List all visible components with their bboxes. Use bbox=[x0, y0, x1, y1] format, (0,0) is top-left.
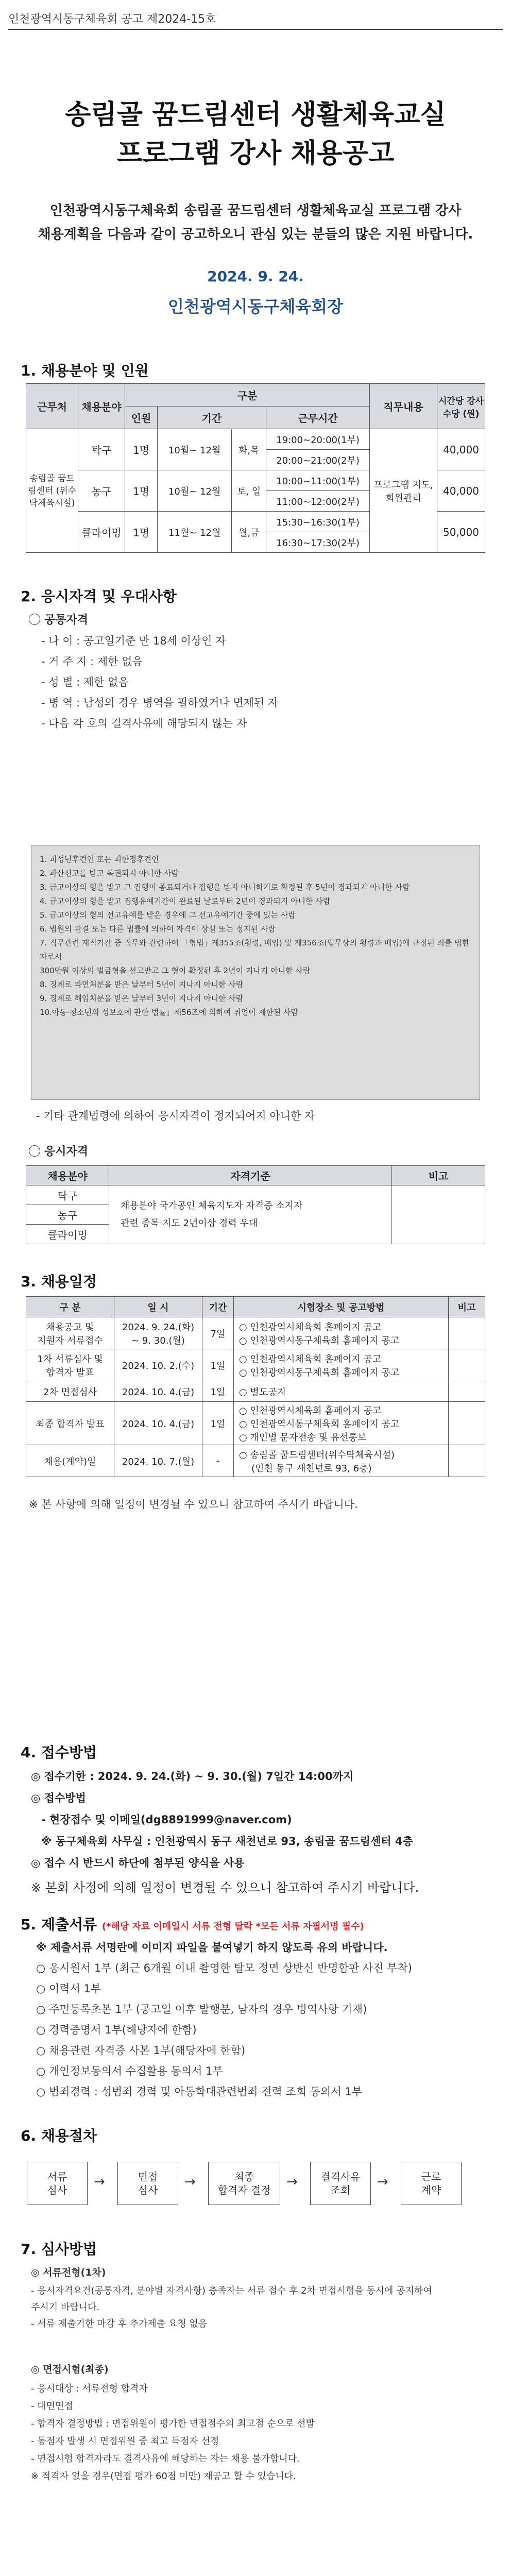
section-2-title: 2. 응시자격 및 우대사항 bbox=[21, 588, 177, 605]
period-cell: 10월~ 12월 bbox=[158, 470, 232, 512]
qualification-table bbox=[26, 1165, 485, 1244]
schedule-period-cell: 7일 bbox=[202, 1317, 234, 1349]
field-cell: 농구 bbox=[78, 470, 125, 512]
common-qualification-label: 공통자격 bbox=[44, 614, 89, 626]
receipt-form-note: ◎ 접수 시 반드시 하단에 첨부된 양식을 사용 bbox=[31, 1857, 245, 1869]
day-cell: 토, 일 bbox=[232, 470, 266, 512]
pay-cell: 50,000 bbox=[437, 512, 485, 553]
schedule-place-cell: ○ 별도공지 bbox=[234, 1381, 449, 1402]
section-4-title: 4. 접수방법 bbox=[21, 1744, 97, 1761]
circle-bullet-icon bbox=[29, 614, 40, 625]
time-cell: 19:00~20:00(1부) bbox=[266, 429, 370, 450]
schedule-place-text: ○ 인천광역시체육회 홈페이지 공고 bbox=[239, 1321, 382, 1333]
note-line: 5. 금고이상의 형의 선고유예를 받은 경우에 그 선고유예기간 중에 있는 사람 bbox=[40, 910, 296, 920]
arrow-icon: → bbox=[184, 2174, 196, 2190]
announcement-date: 2024. 9. 24. bbox=[207, 268, 304, 285]
receipt-period: ◎ 접수기한 : 2024. 9. 24.(화) ~ 9. 30.(월) 7일간 14:00까지 bbox=[31, 1770, 354, 1783]
qual-field-cell: 농구 bbox=[26, 1205, 109, 1225]
qual-standard-cell bbox=[109, 1185, 392, 1244]
submission-item: ○ 주민등록초본 1부 (공고일 이후 발행분, 남자의 경우 병역사항 기재) bbox=[36, 2003, 367, 2015]
th-field: 채용분야 bbox=[78, 384, 125, 429]
section-1-title: 1. 채용분야 및 인원 bbox=[21, 362, 149, 379]
schedule-note-cell bbox=[449, 1445, 485, 1477]
time-cell: 10:00~11:00(1부) bbox=[266, 470, 370, 491]
schedule-category-text: 1차 서류심사 및 bbox=[37, 1353, 103, 1365]
period-cell: 11월~ 12월 bbox=[158, 512, 232, 553]
qual-field-cell: 클라이밍 bbox=[26, 1225, 109, 1244]
other-note: - 기타 관계법령에 의하여 응시자격이 정지되어지 아니한 자 bbox=[36, 1110, 315, 1122]
schedule-category-text: 지원자 서류접수 bbox=[37, 1335, 103, 1346]
header-divider bbox=[8, 29, 503, 30]
section-3-title: 3. 채용일정 bbox=[21, 1273, 97, 1290]
pay-cell: 40,000 bbox=[437, 470, 485, 512]
step-background-check: 결격사유 조회 bbox=[310, 2162, 371, 2205]
common-item: - 성 별 : 제한 없음 bbox=[41, 676, 129, 688]
th-schedule-date: 일 시 bbox=[114, 1297, 202, 1317]
pay-cell: 40,000 bbox=[437, 429, 485, 470]
count-cell: 1명 bbox=[125, 512, 158, 553]
th-qual-note: 비고 bbox=[392, 1166, 485, 1185]
schedule-place-text: ○ 송림골 꿈드림센터(위수탁체육시설) bbox=[239, 1449, 395, 1461]
th-duty: 직무내용 bbox=[370, 384, 437, 429]
schedule-date-cell: 2024. 10. 7.(월) bbox=[114, 1445, 202, 1477]
schedule-date-text: 2024. 9. 24.(화) bbox=[122, 1321, 195, 1333]
intro-line-2: 채용계획을 다음과 같이 공고하오니 관심 있는 분들의 많은 지원 바랍니다. bbox=[38, 227, 473, 242]
schedule-date-cell: 2024. 10. 2.(수) bbox=[114, 1349, 202, 1381]
doc-review-item: 주시기 바랍니다. bbox=[31, 2302, 100, 2313]
count-cell: 1명 bbox=[125, 470, 158, 512]
note-line: 3. 금고이상의 형을 받고 그 집행이 종료되거나 집행을 받지 아니하기로 확정된 후 5년이 경과되지 아니한 사람 bbox=[40, 883, 410, 892]
th-pay: 시간당 강사수당 (원) bbox=[437, 384, 485, 429]
schedule-place-cell bbox=[234, 1317, 449, 1349]
schedule-place-text: ○ 개인별 문자전송 및 유선통보 bbox=[239, 1432, 367, 1443]
schedule-category-text: 채용공고 및 bbox=[46, 1321, 94, 1333]
announcement-number: 인천광역시동구체육회 공고 제2024-15호 bbox=[8, 13, 216, 26]
arrow-icon: → bbox=[94, 2174, 105, 2190]
schedule-table bbox=[26, 1296, 485, 1477]
schedule-place-cell bbox=[234, 1445, 449, 1477]
qualification-title bbox=[29, 1143, 88, 1159]
org-cell: 송림골 꿈드림센터 (위수탁체육시설) bbox=[26, 429, 78, 553]
note-line: 1. 피성년후견인 또는 피한정후견인 bbox=[40, 855, 159, 864]
interview-item: - 응시대상 : 서류전형 합격자 bbox=[31, 2383, 148, 2394]
duty-cell: 프로그램 지도, 회원관리 bbox=[370, 429, 437, 553]
schedule-category-cell: 채용(계약)일 bbox=[26, 1445, 114, 1477]
receipt-method-email: - 현장접수 및 이메일(dg8891999@naver.com) bbox=[41, 1814, 292, 1826]
note-line: 8. 징계로 파면처분을 받은 날부터 5년이 지나지 아니한 사람 bbox=[40, 980, 244, 989]
schedule-period-cell: 1일 bbox=[202, 1349, 234, 1381]
th-schedule-category: 구 분 bbox=[26, 1297, 114, 1317]
period-cell: 10월~ 12월 bbox=[158, 429, 232, 470]
disqualification-notes-box bbox=[31, 845, 480, 1100]
common-item: - 거 주 지 : 제한 없음 bbox=[41, 655, 143, 668]
field-cell: 탁구 bbox=[78, 429, 125, 470]
qual-text: 관련 종목 지도 2년이상 경력 우대 bbox=[121, 1217, 258, 1229]
submission-item: ○ 범죄경력 : 성범죄 경력 및 아동학대관련범죄 전력 조회 동의서 1부 bbox=[36, 2086, 362, 2098]
interview-title: ◎ 면접시험(최종) bbox=[31, 2364, 109, 2375]
schedule-date-cell: 2024. 10. 4.(금) bbox=[114, 1381, 202, 1402]
count-cell: 1명 bbox=[125, 429, 158, 470]
schedule-period-cell: 1일 bbox=[202, 1402, 234, 1445]
section-5-warning: (*해당 자료 이메일시 서류 전형 탈락 *모든 서류 자필서명 필수) bbox=[101, 1921, 364, 1932]
common-qualification-title bbox=[29, 611, 88, 627]
submission-item: ○ 채용관련 자격증 사본 1부(해당자에 한함) bbox=[36, 2044, 246, 2057]
th-org: 근무처 bbox=[26, 384, 78, 429]
schedule-date-cell bbox=[114, 1317, 202, 1349]
schedule-place-text: (인천 동구 새천년로 93, 6층) bbox=[251, 1463, 372, 1474]
schedule-place-text: ○ 인천광역시체육회 홈페이지 공고 bbox=[239, 1353, 382, 1365]
section-5-title bbox=[21, 1913, 364, 1934]
recruitment-table bbox=[26, 383, 485, 553]
receipt-change-note: ※ 본회 사정에 의해 일정이 변경될 수 있으니 참고하여 주시기 바랍니다. bbox=[31, 1880, 419, 1895]
th-schedule-place: 시험장소 및 공고방법 bbox=[234, 1297, 449, 1317]
th-group: 구분 bbox=[125, 384, 370, 406]
common-item: - 병 역 : 남성의 경우 병역을 필하였거나 면제된 자 bbox=[41, 697, 279, 709]
intro-line-1: 인천광역시동구체육회 송림골 꿈드림센터 생활체육교실 프로그램 강사 bbox=[49, 203, 462, 218]
note-line: 10.아동·청소년의 성보호에 관한 법률」제56조에 의하여 취업이 제한된 사람 bbox=[40, 1008, 298, 1017]
th-schedule-note: 비고 bbox=[449, 1297, 485, 1317]
qual-field-cell: 탁구 bbox=[26, 1185, 109, 1205]
interview-item: - 대면면접 bbox=[31, 2401, 73, 2412]
th-qual-standard: 자격기준 bbox=[109, 1166, 392, 1185]
schedule-note-cell bbox=[449, 1402, 485, 1445]
day-cell: 화,목 bbox=[232, 429, 266, 470]
interview-item: - 면접시험 합격자라도 결격사유에 해당하는 자는 채용 불가합니다. bbox=[31, 2453, 300, 2464]
receipt-method-office: ※ 동구체육회 사무실 : 인천광역시 동구 새천년로 93, 송림골 꿈드림센터 4층 bbox=[41, 1835, 413, 1848]
schedule-place-text: ○ 인천광역시동구체육회 홈페이지 공고 bbox=[239, 1367, 400, 1378]
organization-name: 인천광역시동구체육회장 bbox=[167, 297, 344, 316]
schedule-category-cell: 2차 면접심사 bbox=[26, 1381, 114, 1402]
schedule-period-cell: 1일 bbox=[202, 1381, 234, 1402]
note-line: 4. 금고이상의 형을 받고 집행유예기간이 완료된 날로부터 2년이 경과되지 아니한 사람 bbox=[40, 896, 331, 906]
schedule-place-text: ○ 인천광역시동구체육회 홈페이지 공고 bbox=[239, 1418, 400, 1430]
th-schedule-period: 기간 bbox=[202, 1297, 234, 1317]
note-line: 6. 법원의 판결 또는 다른 법률에 의하여 자격이 상실 또는 정지된 사람 bbox=[40, 924, 276, 934]
th-time: 근무시간 bbox=[266, 406, 370, 429]
time-cell: 16:30~17:30(2부) bbox=[266, 532, 370, 553]
submission-item: ○ 개인정보동의서 수집활용 동의서 1부 bbox=[36, 2065, 223, 2077]
arrow-icon: → bbox=[377, 2174, 388, 2190]
receipt-method-title: ◎ 접수방법 bbox=[31, 1792, 86, 1804]
th-period: 기간 bbox=[158, 406, 266, 429]
time-cell: 20:00~21:00(2부) bbox=[266, 450, 370, 470]
submission-item: ○ 경력증명서 1부(해당자에 한함) bbox=[36, 2024, 197, 2036]
time-cell: 15:30~16:30(1부) bbox=[266, 512, 370, 532]
schedule-category-text: 합격자 발표 bbox=[46, 1367, 94, 1378]
schedule-note-cell bbox=[449, 1381, 485, 1402]
schedule-date-text: ~ 9. 30.(월) bbox=[131, 1335, 185, 1346]
interview-item: - 동점자 발생 시 면접위원 중 최고 득점자 선정 bbox=[31, 2436, 219, 2447]
qualification-label: 응시자격 bbox=[44, 1145, 89, 1158]
doc-review-item: - 응시자격요건(공통자격, 분야별 자격사항) 충족자는 서류 접수 후 2차 면접시험을 동시에 공지하여 bbox=[31, 2285, 432, 2296]
submission-note: ※ 제출서류 서명란에 이미지 파일을 붙여넣기 하지 않도록 유의 바랍니다. bbox=[36, 1941, 388, 1954]
schedule-note-cell bbox=[449, 1349, 485, 1381]
doc-review-title: ◎ 서류전형(1차) bbox=[31, 2267, 106, 2278]
title-line-2: 프로그램 강사 채용공고 bbox=[116, 138, 395, 169]
section-5-label: 5. 제출서류 bbox=[21, 1916, 97, 1933]
schedule-place-cell bbox=[234, 1402, 449, 1445]
step-contract: 근로 계약 bbox=[401, 2162, 462, 2205]
day-cell: 월,금 bbox=[232, 512, 266, 553]
schedule-category-cell bbox=[26, 1317, 114, 1349]
schedule-period-cell: - bbox=[202, 1445, 234, 1477]
note-line: 9. 징계로 해임처분을 받은 날부터 3년이 지나지 아니한 사람 bbox=[40, 994, 244, 1003]
schedule-place-text: ○ 인천광역시동구체육회 홈페이지 공고 bbox=[239, 1335, 400, 1346]
note-line: 7. 직무관련 재직기간 중 직무와 관련하여 「형법」제355조(횡령, 배임) 및 제356조(업무상의 횡령과 배임)에 규정된 죄를 범한 자로서 bbox=[40, 938, 470, 961]
submission-item: ○ 응시원서 1부 (최근 6개월 이내 촬영한 탈모 정면 상반신 반명함판 사진 부착) bbox=[36, 1962, 412, 1974]
section-7-title: 7. 심사방법 bbox=[21, 2241, 97, 2258]
qual-text: 채용분야 국가공인 체육지도자 자격증 소지자 bbox=[121, 1200, 303, 1211]
schedule-place-text: ○ 인천광역시체육회 홈페이지 공고 bbox=[239, 1405, 382, 1416]
submission-item: ○ 이력서 1부 bbox=[36, 1982, 101, 1995]
arrow-icon: → bbox=[286, 2174, 298, 2190]
circle-bullet-icon bbox=[29, 1145, 40, 1157]
qual-note-cell bbox=[392, 1185, 485, 1244]
schedule-category-cell: 최종 합격자 발표 bbox=[26, 1402, 114, 1445]
step-document-review: 서류 심사 bbox=[27, 2162, 88, 2205]
note-line: 300만원 이상의 벌금형을 선고받고 그 형이 확정된 후 2년이 지나지 아니한 사람 bbox=[40, 966, 311, 975]
schedule-note-cell bbox=[449, 1317, 485, 1349]
common-item: - 나 이 : 공고일기준 만 18세 이상인 자 bbox=[41, 635, 226, 647]
schedule-date-cell: 2024. 10. 4.(금) bbox=[114, 1402, 202, 1445]
note-line: 2. 파산선고를 받고 복권되지 아니한 사람 bbox=[40, 869, 179, 878]
title-line-1: 송림골 꿈드림센터 생활체육교실 bbox=[65, 99, 446, 130]
time-cell: 11:00~12:00(2부) bbox=[266, 491, 370, 512]
schedule-category-cell bbox=[26, 1349, 114, 1381]
schedule-note: ※ 본 사항에 의해 일정이 변경될 수 있으니 참고하여 주시기 바랍니다. bbox=[29, 1498, 358, 1511]
step-interview: 면접 심사 bbox=[117, 2162, 178, 2205]
field-cell: 클라이밍 bbox=[78, 512, 125, 553]
th-count: 인원 bbox=[125, 406, 158, 429]
common-item: - 다음 각 호의 결격사유에 해당되지 않는 자 bbox=[41, 717, 247, 730]
doc-review-item: - 서류 제출기한 마감 후 추가제출 요청 없음 bbox=[31, 2318, 208, 2329]
step-final-decision: 최종 합격자 결정 bbox=[208, 2162, 280, 2205]
interview-item: ※ 적격자 없을 경우(면접 평가 60점 미만) 재공고 할 수 있습니다. bbox=[31, 2471, 296, 2482]
schedule-place-cell bbox=[234, 1349, 449, 1381]
section-6-title: 6. 채용절차 bbox=[21, 2127, 97, 2144]
th-qual-field: 채용분야 bbox=[26, 1166, 109, 1185]
interview-item: - 합격자 결정방법 : 면접위원이 평가한 면접점수의 최고점 순으로 선발 bbox=[31, 2418, 315, 2429]
